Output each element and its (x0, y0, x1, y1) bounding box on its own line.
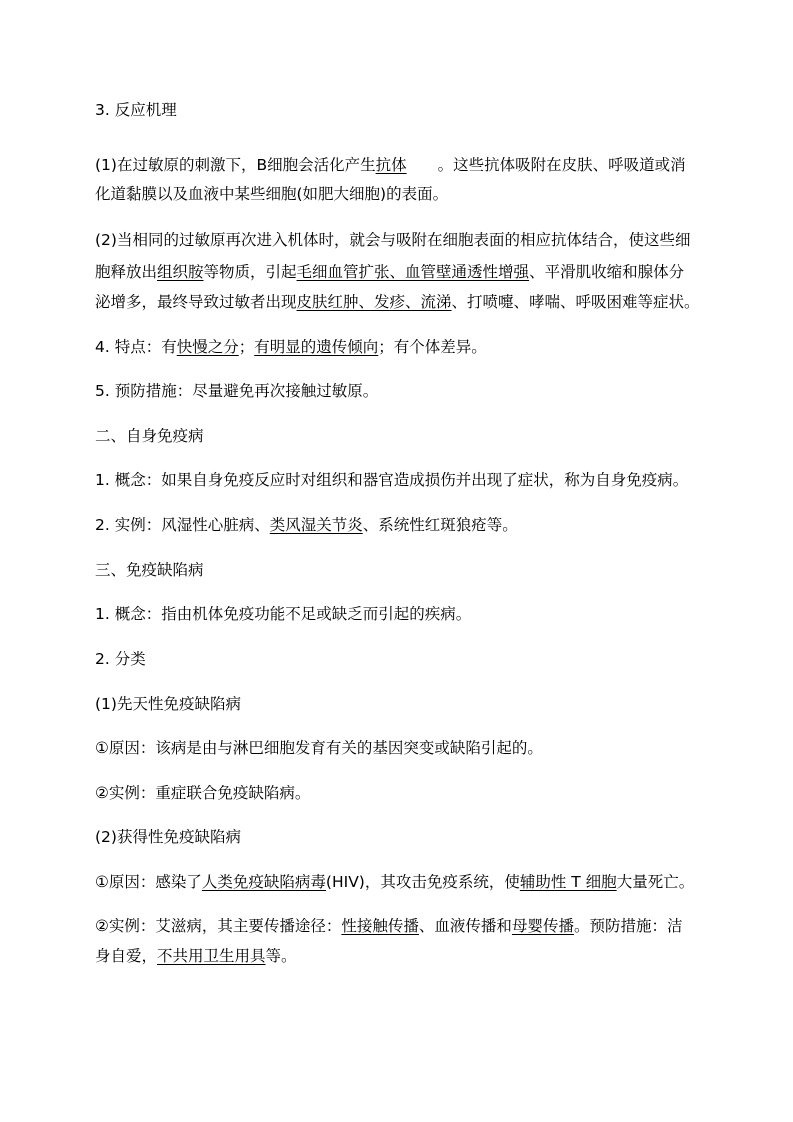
text-line (95, 738, 710, 758)
text-segment: ①原因：感染了 (95, 873, 202, 891)
underlined-answer: 人类免疫缺陷病毒 (201, 873, 326, 891)
underlined-answer: 组织胺 (157, 263, 204, 281)
text-segment: 、血液传播和 (418, 917, 512, 935)
text-segment: (1)在过敏原的刺激下，B细胞会活化产生 (95, 156, 376, 174)
text-segment: 、系统性红斑狼疮等。 (362, 516, 518, 534)
underlined-answer: 不共用卫生用具 (157, 947, 266, 965)
text-line (95, 426, 710, 446)
text-line (95, 946, 710, 966)
text-line (95, 230, 710, 250)
text-segment: 1. 概念：如果自身免疫反应时对组织和器官造成损伤并出现了症状，称为自身免疫病。 (95, 471, 689, 489)
text-segment: ； (238, 338, 255, 356)
text-segment: 等物质，引起 (203, 263, 297, 281)
underlined-answer: 皮肤红肿、发疹、流涕 (296, 293, 452, 311)
text-segment: 三、免疫缺陷病 (95, 561, 204, 579)
text-segment: (2)当相同的过敏原再次进入机体时，就会与吸附在细胞表面的相应抗体结合，使这些细 (95, 231, 691, 249)
text-segment: 5. 预防措施：尽量避免再次接触过敏原。 (95, 382, 379, 400)
text-segment: 2. 实例：风湿性心脏病、 (95, 516, 270, 534)
text-line (95, 381, 710, 401)
text-segment: 化道黏膜以及血液中某些细胞(如肥大细胞)的表面。 (95, 185, 449, 203)
text-line (95, 783, 710, 803)
text-line (95, 872, 710, 892)
underlined-answer: 母婴传播 (511, 917, 574, 935)
text-line (95, 649, 710, 669)
text-segment: 4. 特点：有 (95, 338, 177, 356)
underlined-answer: 毛细血管扩张、血管壁通透性增强 (296, 263, 530, 281)
text-segment: ②实例：重症联合免疫缺陷病。 (95, 784, 311, 802)
underlined-answer: 辅助性 T 细胞 (519, 873, 617, 891)
text-segment: 二、自身免疫病 (95, 427, 204, 445)
text-line (95, 694, 710, 714)
text-line (95, 604, 710, 624)
underlined-answer: 抗体 (375, 156, 407, 174)
text-line (95, 262, 710, 282)
text-line (95, 292, 710, 312)
text-line (95, 184, 710, 204)
text-line (95, 827, 710, 847)
text-segment: 3. 反应机理 (95, 101, 177, 119)
text-line (95, 337, 710, 357)
text-segment: 大量死亡。 (616, 873, 695, 891)
underlined-answer: 性接触传播 (341, 917, 419, 935)
text-line (95, 100, 710, 120)
underlined-answer: 有明显的遗传倾向 (254, 338, 379, 356)
text-segment: ②实例：艾滋病，其主要传播途径： (95, 917, 342, 935)
text-segment: 1. 概念：指由机体免疫功能不足或缺乏而引起的疾病。 (95, 605, 472, 623)
text-segment: 。预防措施：洁 (573, 917, 683, 935)
text-segment: (1)先天性免疫缺陷病 (95, 695, 241, 713)
text-segment: 、打喷嚏、哮喘、呼吸困难等症状。 (451, 293, 700, 311)
text-segment: 身自爱， (95, 947, 158, 965)
text-segment: ；有个体差异。 (378, 338, 487, 356)
text-segment: 2. 分类 (95, 650, 146, 668)
text-line (95, 515, 710, 535)
text-segment: 、平滑肌收缩和腺体分 (529, 263, 685, 281)
underlined-answer: 快慢之分 (176, 338, 239, 356)
text-segment: 等。 (265, 947, 297, 965)
text-line (95, 155, 710, 175)
text-line (95, 560, 710, 580)
text-segment: (2)获得性免疫缺陷病 (95, 828, 241, 846)
text-line (95, 470, 710, 490)
text-segment: ①原因：该病是由与淋巴细胞发育有关的基因突变或缺陷引起的。 (95, 739, 543, 757)
text-segment: 胞释放出 (95, 263, 158, 281)
text-segment: 泌增多，最终导致过敏者出现 (95, 293, 297, 311)
underlined-answer: 类风湿关节炎 (269, 516, 363, 534)
text-segment: 。这些抗体吸附在皮肤、呼吸道或消 (406, 156, 686, 174)
text-line (95, 916, 710, 936)
text-segment: (HIV)，其攻击免疫系统，使 (325, 873, 520, 891)
